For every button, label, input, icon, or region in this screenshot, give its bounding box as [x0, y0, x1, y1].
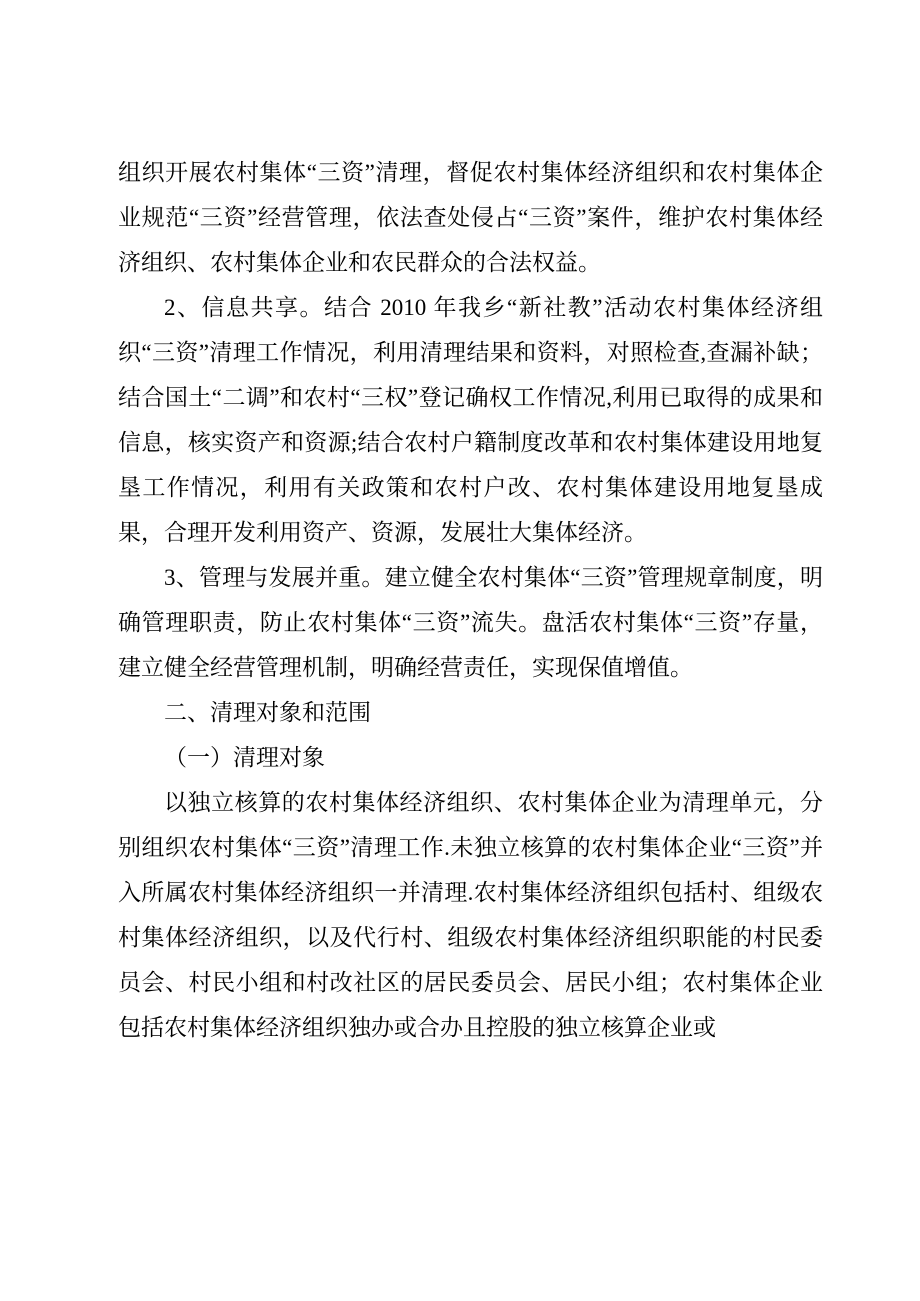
- paragraph-info-sharing: 2、信息共享。结合 2010 年我乡“新社教”活动农村集体经济组织“三资”清理工作情况，利用清理结果和资料，对照检查,查漏补缺；结合国土“二调”和农村“三权”登记确权工作情况,利用已取得的成果和信息，核实资产和资源;结合农村户籍制度改革和农村集体建设用地复垦工作情况，利用有关政策和农村户改、农村集体建设用地复垦成果，合理开发利用资产、资源，发展壮大集体经济。: [118, 295, 823, 545]
- paragraph-management-development: 3、管理与发展并重。建立健全农村集体“三资”管理规章制度，明确管理职责，防止农村集体“三资”流失。盘活农村集体“三资”存量，建立健全经营管理机制，明确经营责任，实现保值增值。: [118, 565, 823, 680]
- section-heading-cleanup-scope: 二、清理对象和范围: [164, 700, 371, 725]
- subsection-heading-cleanup-target: （一）清理对象: [164, 745, 325, 770]
- paragraph-cleanup-units: 以独立核算的农村集体经济组织、农村集体企业为清理单元，分别组织农村集体“三资”清理工作.未独立核算的农村集体企业“三资”并入所属农村集体经济组织一并清理.农村集体经济组织包括村、组级农村集体经济组织，以及代行村、组级农村集体经济组织职能的村民委员会、村民小组和村改社区的居民委员会、居民小组；农村集体企业包括农村集体经济组织独办或合办且控股的独立核算企业或: [118, 790, 823, 1040]
- paragraph-continuation: 组织开展农村集体“三资”清理，督促农村集体经济组织和农村集体企业规范“三资”经营管理，依法查处侵占“三资”案件，维护农村集体经济组织、农村集体企业和农民群众的合法权益。: [118, 160, 823, 275]
